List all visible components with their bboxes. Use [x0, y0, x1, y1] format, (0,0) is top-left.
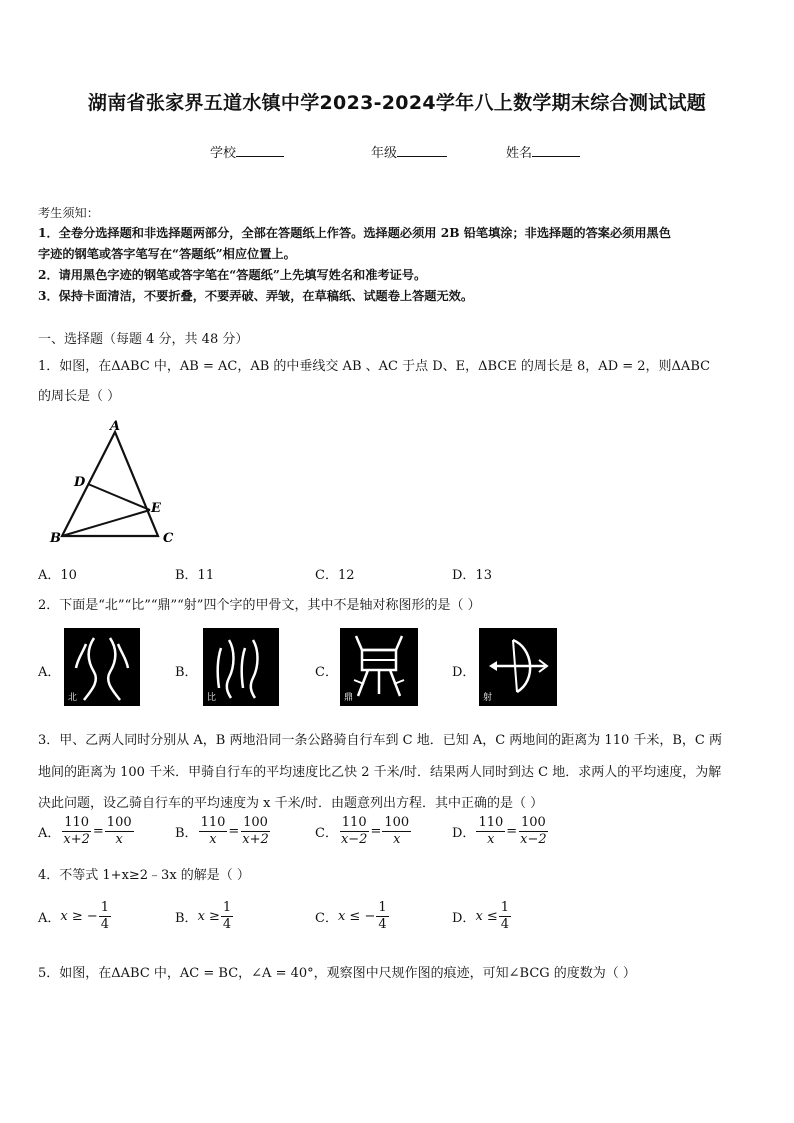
section-heading: 一、选择题（每题 4 分，共 48 分） — [38, 332, 249, 347]
denominator: x−2 — [340, 832, 368, 847]
q2-option-d-label[interactable]: D． — [452, 665, 476, 680]
option-label: B． — [175, 826, 198, 841]
numerator: 110 — [478, 815, 504, 830]
q1-stem-line1: 1．如图，在ΔABC 中，AB = AC，AB 的中垂线交 AB 、AC 于点 D、E，ΔBCE 的周长是 8，AD = 2，则ΔABC — [38, 359, 711, 374]
q4-option-c[interactable] — [315, 900, 390, 933]
option-label: A． — [38, 826, 61, 841]
numerator: 1 — [100, 900, 110, 915]
vertex-b-label: B — [50, 531, 61, 546]
option-label: A． — [38, 911, 61, 926]
q1-stem-line2: 的周长是（ ） — [38, 389, 121, 404]
inequality-lhs: x ≤ − — [337, 909, 376, 924]
q1-option-c[interactable]: C．12 — [315, 568, 355, 583]
denominator: 4 — [222, 917, 232, 932]
page-title: 湖南省张家界五道水镇中学2023-2024学年八上数学期末综合测试试题 — [87, 92, 707, 114]
inequality-lhs: x ≥ — [197, 909, 220, 924]
school-blank[interactable] — [236, 144, 284, 157]
q4-option-b[interactable] — [175, 900, 234, 933]
denominator: 4 — [100, 917, 110, 932]
grade-field — [371, 142, 447, 161]
q3-stem-line2: 地间的距离为 100 千米．甲骑自行车的平均速度比乙快 2 千米/时．结果两人同时到达 C 地．求两人的平均速度，为解 — [38, 765, 722, 780]
oracle-she-image[interactable] — [479, 628, 557, 706]
inequality-lhs: x ≤ — [475, 909, 498, 924]
numerator: 110 — [200, 815, 226, 830]
q2-stem: 2．下面是“北”“比”“鼎”“射”四个字的甲骨文，其中不是轴对称图形的是（ ） — [38, 598, 481, 613]
denominator: x+2 — [242, 832, 269, 847]
name-label: 姓名 — [506, 146, 533, 161]
name-field — [506, 142, 580, 161]
notice-item-1b: 字迹的钢笔或答字笔写在“答题纸”相应位置上。 — [38, 247, 296, 261]
denominator: x — [393, 832, 401, 847]
q1-triangle-figure — [48, 412, 188, 552]
notice-heading: 考生须知： — [38, 206, 99, 220]
numerator: 1 — [378, 900, 387, 915]
grade-blank[interactable] — [397, 144, 447, 157]
oracle-she-caption: 射 — [483, 693, 493, 703]
option-label: C． — [315, 826, 338, 841]
vertex-a-label: A — [110, 419, 121, 434]
numerator: 1 — [222, 900, 232, 915]
q1-option-d[interactable]: D．13 — [452, 568, 492, 583]
q3-option-b[interactable]: B． $\frac{110}{x}$ = $\frac{100}{x+2}$ — [175, 815, 269, 847]
option-label: C． — [315, 911, 338, 926]
oracle-ding-image[interactable] — [340, 628, 418, 706]
point-d-label: D — [74, 475, 86, 490]
name-blank[interactable] — [532, 144, 580, 157]
inequality-lhs: x ≥ − — [60, 909, 98, 924]
notice-item-3: 3．保持卡面清洁，不要折叠，不要弄破、弄皱，在草稿纸、试题卷上答题无效。 — [38, 289, 474, 303]
q1-option-a[interactable]: A．10 — [38, 568, 77, 583]
vertex-c-label: C — [163, 531, 174, 546]
numerator: 100 — [521, 815, 546, 830]
oracle-bi-caption: 比 — [207, 693, 217, 703]
oracle-bei-image[interactable] — [64, 628, 140, 706]
denominator: x — [487, 832, 495, 847]
denominator: x+2 — [63, 832, 90, 847]
q3-option-d[interactable]: D． $\frac{110}{x}$ = $\frac{100}{x-2}$ — [452, 815, 547, 847]
notice-item-2: 2．请用黑色字迹的钢笔或答字笔在“答题纸”上先填写姓名和准考证号。 — [38, 268, 427, 282]
denominator: x−2 — [520, 832, 547, 847]
q2-option-c-label[interactable]: C． — [315, 665, 338, 680]
q5-stem: 5．如图，在ΔABC 中，AC = BC，∠A = 40°，观察图中尺规作图的痕迹，可知∠BCG 的度数为（ ） — [38, 966, 636, 981]
oracle-bei-caption: 北 — [68, 693, 78, 703]
oracle-ding-caption: 鼎 — [344, 693, 354, 703]
point-e-label: E — [151, 501, 161, 516]
notice-item-1a: 1．全卷分选择题和非选择题两部分，全部在答题纸上作答。选择题必须用 2B 铅笔填涂；非选择题的答案必须用黑色 — [38, 226, 671, 240]
q3-option-a[interactable]: A． $\frac{110}{x+2}$ = $\frac{100}{x}$ — [38, 815, 132, 847]
denominator: x — [209, 832, 217, 847]
numerator: 110 — [64, 815, 90, 830]
denominator: 4 — [378, 917, 387, 932]
option-label: B． — [175, 911, 198, 926]
q3-stem-line1: 3．甲、乙两人同时分别从 A，B 两地沿同一条公路骑自行车到 C 地．已知 A，C 两地间的距离为 110 千米，B，C 两 — [38, 733, 722, 748]
numerator: 100 — [106, 815, 132, 830]
school-label: 学校 — [210, 146, 237, 161]
numerator: 1 — [500, 900, 510, 915]
denominator: x — [115, 832, 123, 847]
q3-stem-line3: 决此问题，设乙骑自行车的平均速度为 x 千米/时．由题意列出方程．其中正确的是（ ） — [38, 796, 544, 811]
oracle-bi-image[interactable] — [203, 628, 279, 706]
numerator: 100 — [243, 815, 268, 830]
numerator: 110 — [341, 815, 367, 830]
school-field — [210, 142, 284, 161]
q4-option-a[interactable] — [38, 900, 112, 933]
q2-option-b-label[interactable]: B． — [175, 665, 198, 680]
grade-label: 年级 — [371, 146, 398, 161]
q1-option-b[interactable]: B．11 — [175, 568, 215, 583]
option-label: D． — [452, 826, 476, 841]
q3-option-c[interactable]: C． $\frac{110}{x-2}$ = $\frac{100}{x}$ — [315, 815, 410, 847]
q4-option-d[interactable] — [452, 900, 512, 933]
q4-stem: 4．不等式 1+x≥2﹣3x 的解是（ ） — [38, 868, 250, 883]
numerator: 100 — [384, 815, 410, 830]
option-label: D． — [452, 911, 476, 926]
denominator: 4 — [500, 917, 510, 932]
q2-option-a-label[interactable]: A． — [38, 665, 61, 680]
